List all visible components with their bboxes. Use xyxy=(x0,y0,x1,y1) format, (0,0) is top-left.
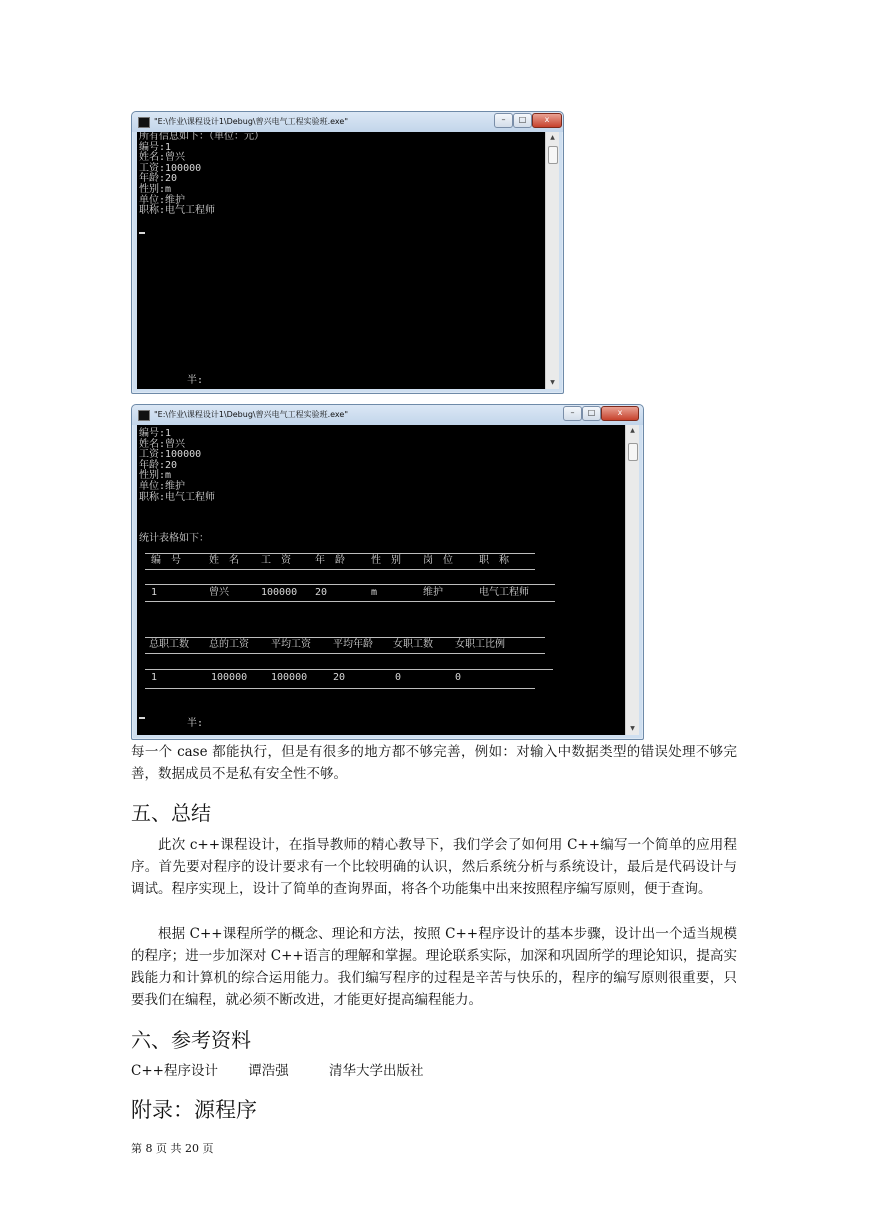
table1-header: 岗 位 xyxy=(423,555,453,566)
console-app-icon xyxy=(138,410,150,421)
console-line: 单位:维护 xyxy=(139,194,186,206)
table2-cell: 20 xyxy=(333,672,346,683)
console-line: 职称:电气工程师 xyxy=(139,205,216,217)
console-bottom-text: 半: xyxy=(187,375,204,386)
console-line: 姓名:曾兴 xyxy=(139,152,186,164)
table1-cell: 电气工程师 xyxy=(479,587,529,598)
window-title: "E:\作业\课程设计1\Debug\曾兴电气工程实验班.exe" xyxy=(154,410,349,419)
table2-cell: 0 xyxy=(455,672,462,683)
section-heading: 六、参考资料 xyxy=(131,1028,251,1052)
console-bottom-text: 半: xyxy=(187,718,204,729)
table1-cell: 维护 xyxy=(423,587,443,598)
console-app-icon xyxy=(138,117,150,128)
table2-header: 总职工数 xyxy=(149,639,189,650)
table2-cell: 0 xyxy=(395,672,402,683)
scroll-down-icon[interactable]: ▼ xyxy=(630,725,635,732)
console-line: 所有信息如下：（单位：元） xyxy=(139,132,264,142)
console-window-1 xyxy=(131,111,564,394)
console-line: 单位:维护 xyxy=(139,481,186,492)
scroll-up-icon[interactable]: ▲ xyxy=(630,427,635,434)
body-paragraph: 每一个 case 都能执行，但是有很多的地方都不够完善，例如：对输入中数据类型的错误处理不够完善，数据成员不是私有安全性不够。 xyxy=(131,744,737,782)
console-line: 性别:m xyxy=(139,470,172,482)
table1-cell: m xyxy=(371,587,378,598)
title-bar[interactable] xyxy=(132,112,563,132)
reference-publisher: 清华大学出版社 xyxy=(329,1063,424,1079)
table2-header: 女职工比例 xyxy=(455,639,505,650)
table1-header: 工 资 xyxy=(261,555,291,566)
table-rule xyxy=(145,637,545,638)
console-output[interactable] xyxy=(137,132,546,389)
reference-entry xyxy=(131,1060,737,1082)
table1-header: 编 号 xyxy=(151,555,181,566)
reference-author: 谭浩强 xyxy=(248,1063,289,1079)
table2-header: 平均年龄 xyxy=(333,639,373,650)
minimize-button[interactable]: – xyxy=(563,406,582,421)
reference-book: C++程序设计 xyxy=(131,1063,218,1079)
console-line: 编号:1 xyxy=(139,428,172,439)
table1-cell: 20 xyxy=(315,587,328,598)
table1-header: 姓 名 xyxy=(209,555,239,566)
window-title: "E:\作业\课程设计1\Debug\曾兴电气工程实验班.exe" xyxy=(154,117,349,126)
table-caption: 统计表格如下： xyxy=(139,533,209,544)
text-cursor xyxy=(139,232,145,234)
scroll-down-icon[interactable]: ▼ xyxy=(550,379,555,386)
vertical-scrollbar[interactable] xyxy=(545,132,559,389)
table-rule xyxy=(145,553,535,554)
scroll-up-icon[interactable]: ▲ xyxy=(550,134,555,141)
table2-cell: 1 xyxy=(151,672,158,683)
title-bar[interactable] xyxy=(132,405,643,425)
console-line: 工资:100000 xyxy=(139,449,202,461)
console-line: 工资:100000 xyxy=(139,162,202,174)
table2-cell: 100000 xyxy=(211,672,248,683)
table-rule xyxy=(145,669,553,670)
table1-cell: 曾兴 xyxy=(209,587,229,598)
table-rule xyxy=(145,601,555,602)
table1-header: 年 龄 xyxy=(315,555,345,566)
table1-header: 职 称 xyxy=(479,555,509,566)
scroll-thumb[interactable] xyxy=(628,443,638,461)
vertical-scrollbar[interactable] xyxy=(625,425,639,735)
table-rule xyxy=(145,584,555,585)
section-heading: 五、总结 xyxy=(131,801,211,825)
table1-cell: 1 xyxy=(151,587,158,598)
appendix-heading: 附录：源程序 xyxy=(131,1098,257,1122)
table2-header: 平均工资 xyxy=(271,639,311,650)
maximize-button[interactable]: □ xyxy=(513,113,532,128)
summary-paragraph-1: 此次 c++课程设计，在指导教师的精心教导下，我们学会了如何用 C++编写一个简单的应用程序。首先要对程序的设计要求有一个比较明确的认识，然后系统分析与系统设计，最后是代码设计与调试。程序实现上，设计了简单的查询界面，将各个功能集中出来按照程序编写原则，便于查询。 xyxy=(131,837,737,897)
maximize-button[interactable]: □ xyxy=(582,406,601,421)
console-line: 编号:1 xyxy=(139,141,172,153)
console-line: 年龄:20 xyxy=(139,173,178,185)
scroll-thumb[interactable] xyxy=(548,146,558,164)
table-rule xyxy=(145,688,535,689)
close-button[interactable]: x xyxy=(532,113,562,128)
console-line: 职称:电气工程师 xyxy=(139,491,216,503)
console-window-2 xyxy=(131,404,644,740)
page-footer: 第 8 页 共 20 页 xyxy=(131,1142,214,1155)
summary-paragraph-2: 根据 C++课程所学的概念、理论和方法，按照 C++程序设计的基本步骤，设计出一个适当规模的程序；进一步加深对 C++语言的理解和掌握。理论联系实际，加深和巩固所学的理论知识，提高实践能力和计算机的综合运用能力。我们编写程序的过程是辛苦与快乐的，程序的编写原则很重要，只要我们在编程，就必须不断改进，才能更好提高编程能力。 xyxy=(131,926,737,1008)
table2-cell: 100000 xyxy=(271,672,308,683)
table1-cell: 100000 xyxy=(261,587,298,598)
console-line: 年龄:20 xyxy=(139,459,178,471)
table2-header: 女职工数 xyxy=(393,639,433,650)
console-line: 性别:m xyxy=(139,184,172,195)
text-cursor xyxy=(139,717,145,719)
minimize-button[interactable]: – xyxy=(494,113,513,128)
table1-header: 性 别 xyxy=(371,555,401,566)
table2-header: 总的工资 xyxy=(209,639,249,650)
close-button[interactable]: x xyxy=(601,406,639,421)
console-output[interactable] xyxy=(137,425,626,735)
table-rule xyxy=(145,653,545,654)
table-rule xyxy=(145,569,535,570)
console-line: 姓名:曾兴 xyxy=(139,438,186,450)
